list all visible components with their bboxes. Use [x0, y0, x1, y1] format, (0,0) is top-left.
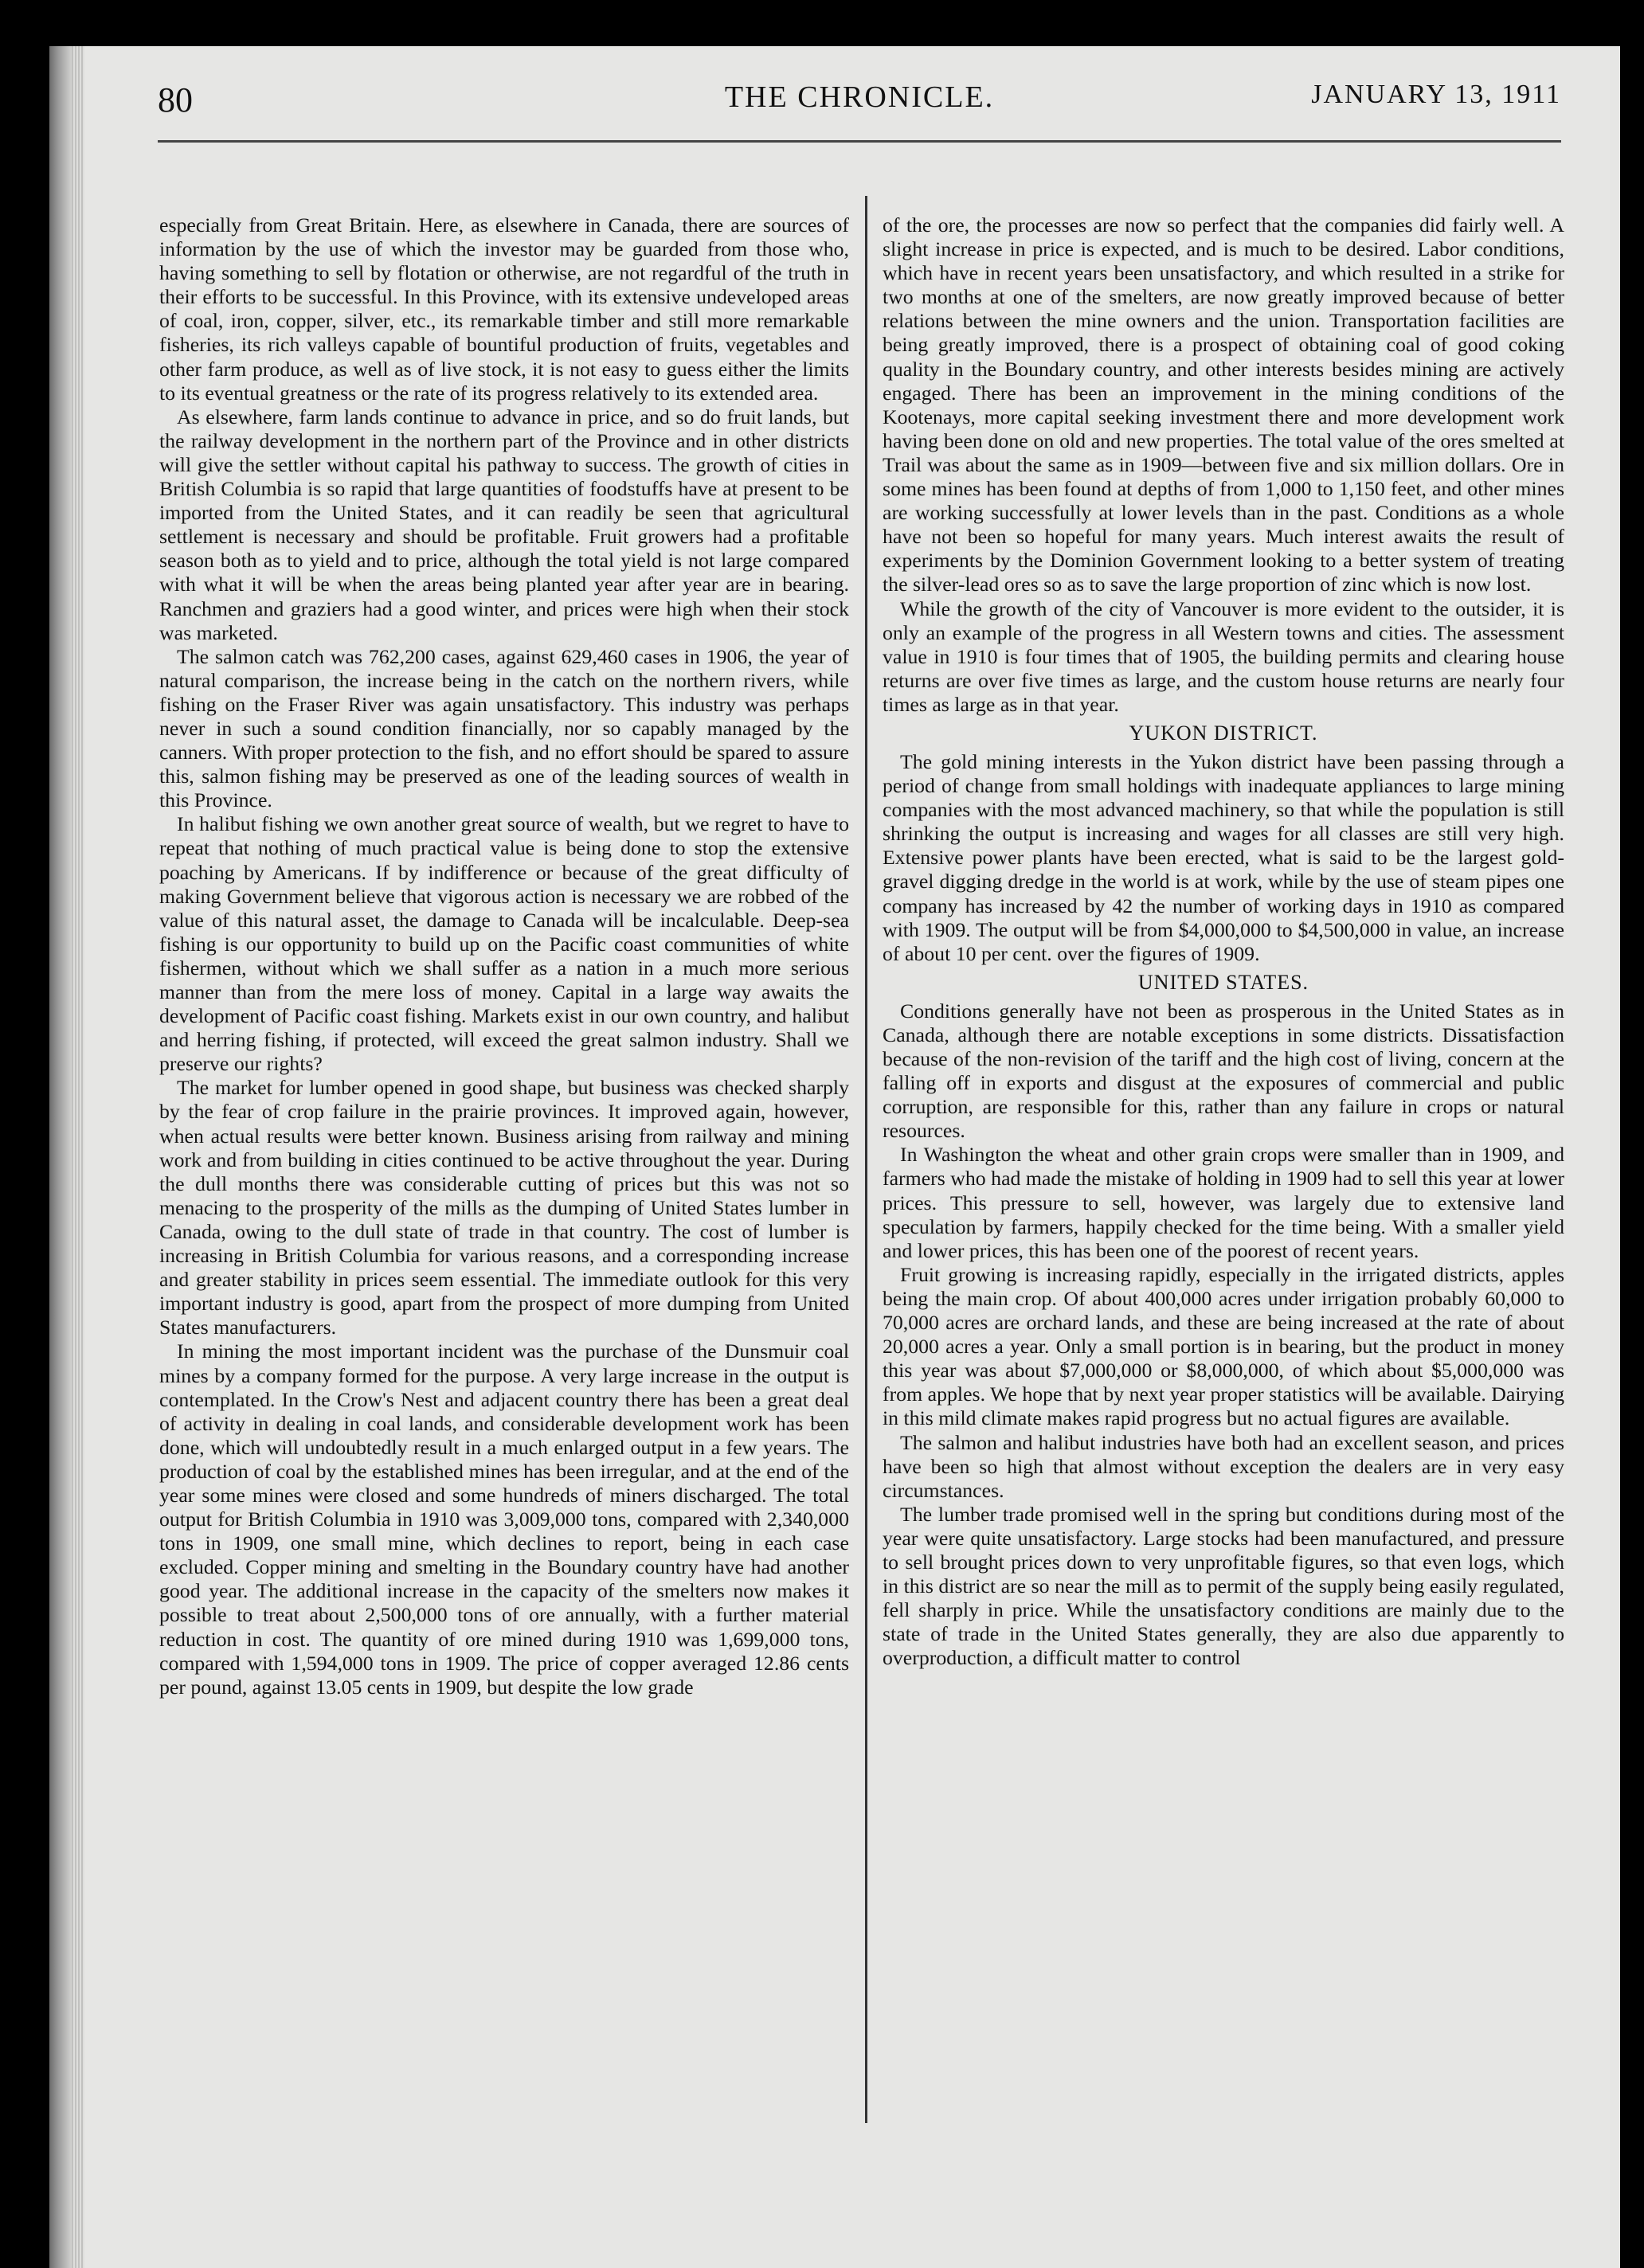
article-paragraph: The gold mining interests in the Yukon district have been passing through a period of change from small holdings with inadequate appliances to large mining companies with the most advanced machinery, so that while the population is still shrinking the output is increasing and wages for all classes are still very high. Extensive power plants have been erected, what is said to be the largest gold-gravel digging dredge in the world is at work, while by the use of steam pipes one company has increased by 42 the number of working days in 1910 as compared with 1909. The output will be from $4,000,000 to $4,500,000 in value, an increase of about 10 per cent. over the figures of 1909.: [883, 749, 1564, 965]
right-column: [883, 213, 1564, 1670]
article-paragraph: Conditions generally have not been as prosperous in the United States as in Canada, although there are notable exceptions in some districts. Dissatisfaction because of the non-revision of the tariff and the high cost of living, concern at the falling off in exports and disgust at the exposures of commercial and public corruption, are responsible for this, rather than any failure in crops or natural resources.: [883, 999, 1564, 1143]
article-paragraph: of the ore, the processes are now so perfect that the companies did fairly well. A slight increase in price is expected, and is much to be desired. Labor conditions, which have in recent years been unsatisfactory, and which resulted in a strike for two months at one of the smelters, are now greatly improved because of better relations between the mine owners and the union. Transportation facilities are being greatly improved, there is a prospect of obtaining coal of good coking quality in the Boundary country, and other interests besides mining are actively engaged. There has been an improvement in the mining conditions of the Kootenays, more capital seeking investment there and more development work having been done on old and new properties. The total value of the ores smelted at Trail was about the same as in 1909—between five and six million dollars. Ore in some mines has been found at depths of from 1,000 to 1,150 feet, and other mines are working successfully at lower levels than in the past. Conditions as a whole have not been so hopeful for many years. Much interest awaits the result of experiments by the Dominion Government looking to a better system of treating the silver-lead ores so as to save the large proportion of zinc which is now lost.: [883, 213, 1564, 596]
left-column: [159, 213, 849, 1699]
page-number: 80: [158, 80, 193, 119]
page-binding-shadow: [49, 46, 72, 2268]
issue-date: JANUARY 13, 1911: [1311, 80, 1561, 109]
publication-title: THE CHRONICLE.: [724, 80, 995, 114]
section-heading-united-states: UNITED STATES.: [1137, 970, 1309, 994]
page-header: [158, 80, 1561, 135]
article-paragraph: As elsewhere, farm lands continue to advance in price, and so do fruit lands, but the railway development in the northern part of the Province and in other districts will give the settler without capital his pathway to success. The growth of cities in British Columbia is so rapid that large quantities of foodstuffs have at present to be imported from the United States, and it can readily be seen that agricultural settlement is necessary and should be profitable. Fruit growers had a profitable season both as to yield and to price, although the total yield is not large compared with what it will be when the areas being planted year after year are in bearing. Ranchmen and graziers had a good winter, and prices were high when their stock was marketed.: [159, 405, 849, 644]
header-rule: [158, 140, 1561, 143]
article-paragraph: especially from Great Britain. Here, as elsewhere in Canada, there are sources of information by the use of which the investor may be guarded from those who, having something to sell by flotation or otherwise, are not regardful of the truth in their efforts to be successful. In this Province, with its extensive undeveloped areas of coal, iron, copper, silver, etc., its remarkable timber and still more remarkable fisheries, its rich valleys capable of bountiful production of fruits, vegetables and other farm produce, as well as of live stock, it is not easy to guess either the limits to its eventual greatness or the rate of its progress relatively to its extended area.: [159, 213, 849, 405]
article-paragraph: In mining the most important incident was the purchase of the Dunsmuir coal mines by a company formed for the purpose. A very large increase in the output is contemplated. In the Crow's Nest and adjacent country there has been a great deal of activity in dealing in coal lands, and considerable development work has been done, which will undoubtedly result in a much enlarged output in a few years. The production of coal by the established mines has been irregular, and at the end of the year some mines were closed and some hundreds of miners discharged. The total output for British Columbia in 1910 was 3,009,000 tons, compared with 2,340,000 tons in 1909, one small mine, which declines to report, being in each case excluded. Copper mining and smelting in the Boundary country have had another good year. The additional increase in the capacity of the smelters now makes it possible to treat about 2,500,000 tons of ore annually, with a further material reduction in cost. The quantity of ore mined during 1910 was 1,699,000 tons, compared with 1,594,000 tons in 1909. The price of copper averaged 12.86 cents per pound, against 13.05 cents in 1909, but despite the low grade: [159, 1339, 849, 1699]
article-paragraph: While the growth of the city of Vancouver is more evident to the outsider, it is only an example of the progress in all Western towns and cities. The assessment value in 1910 is four times that of 1905, the building permits and clearing house returns are over five times as large, and the custom house returns are nearly four times as large as in that year.: [883, 596, 1564, 716]
column-divider: [865, 196, 867, 2123]
page-edge-stack: [72, 46, 84, 2268]
section-heading-yukon: YUKON DISTRICT.: [1129, 721, 1318, 745]
article-paragraph: The salmon and halibut industries have both had an excellent season, and prices have been so high that almost without exception the dealers are in very easy circumstances.: [883, 1430, 1564, 1502]
article-paragraph: The market for lumber opened in good shape, but business was checked sharply by the fear of crop failure in the prairie provinces. It improved again, however, when actual results were better known. Business arising from railway and mining work and from building in cities continued to be active throughout the year. During the dull months there was considerable cutting of prices but this was not so menacing to the prosperity of the mills as the dumping of United States lumber in Canada, owing to the dull state of trade in that country. The cost of lumber is increasing in British Columbia for various reasons, and a corresponding increase and greater stability in prices seem essential. The immediate outlook for this very important industry is good, apart from the prospect of more dumping from United States manufacturers.: [159, 1076, 849, 1339]
article-paragraph: In halibut fishing we own another great source of wealth, but we regret to have to repeat that nothing of much practical value is being done to stop the extensive poaching by Americans. If by indifference or because of the great difficulty of making Government believe that vigorous action is necessary we are robbed of the value of this natural asset, the damage to Canada will be incalculable. Deep-sea fishing is our opportunity to build up on the Pacific coast communities of white fishermen, without which we shall suffer as a nation in a much more serious manner than from the mere loss of money. Capital in a large way awaits the development of Pacific coast fishing. Markets exist in our own country, and halibut and herring fishing, if protected, will exceed the great salmon industry. Shall we preserve our rights?: [159, 812, 849, 1076]
article-paragraph: The salmon catch was 762,200 cases, against 629,460 cases in 1906, the year of natural comparison, the increase being in the catch on the northern rivers, while fishing on the Fraser River was again unsatisfactory. This industry was perhaps never in such a sound condition financially, nor so capably managed by the canners. With proper protection to the fish, and no effort should be spared to assure this, salmon fishing may be preserved as one of the leading sources of wealth in this Province.: [159, 644, 849, 812]
article-paragraph: Fruit growing is increasing rapidly, especially in the irrigated districts, apples being the main crop. Of about 400,000 acres under irrigation probably 60,000 to 70,000 acres are orchard lands, and these are being increased at the rate of about 20,000 acres a year. Only a small portion is in bearing, but the product in money this year was about $7,000,000 or $8,000,000, of which about $5,000,000 was from apples. We hope that by next year proper statistics will be available. Dairying in this mild climate makes rapid progress but no actual figures are available.: [883, 1262, 1564, 1430]
article-paragraph: The lumber trade promised well in the spring but conditions during most of the year were quite unsatisfactory. Large stocks had been manufactured, and pressure to sell brought prices down to very unprofitable figures, so that even logs, which in this district are so near the mill as to permit of the supply being easily regulated, fell sharply in price. While the unsatisfactory conditions are mainly due to the state of trade in the United States generally, they are also due apparently to overproduction, a difficult matter to control: [883, 1502, 1564, 1670]
article-paragraph: In Washington the wheat and other grain crops were smaller than in 1909, and farmers who had made the mistake of holding in 1909 had to sell this year at lower prices. This pressure to sell, however, was largely due to extensive land speculation by farmers, happily checked for the time being. With a smaller yield and lower prices, this has been one of the poorest of recent years.: [883, 1143, 1564, 1262]
